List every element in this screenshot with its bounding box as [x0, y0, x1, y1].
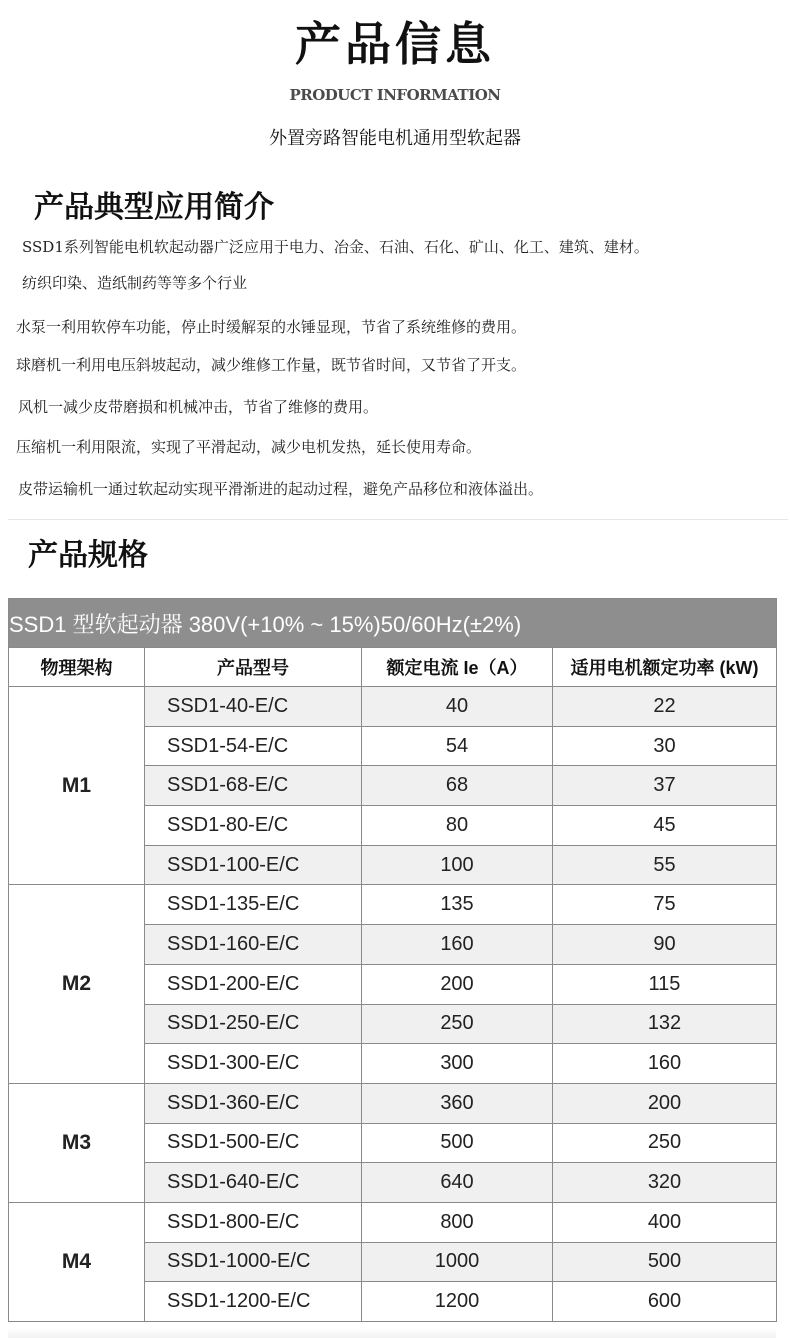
section-divider	[8, 519, 788, 520]
current-cell: 200	[362, 964, 553, 1004]
intro-line: 皮带运输机一通过软起动实现平滑渐进的起动过程，避免产品移位和液体溢出。	[18, 480, 544, 498]
current-cell: 300	[362, 1044, 553, 1084]
intro-line: SSD1系列智能电机软起动器广泛应用于电力、冶金、石油、石化、矿山、化工、建筑、建材。	[22, 238, 649, 256]
spec-header-row	[9, 648, 777, 687]
column-header-model: 产品型号	[145, 648, 362, 687]
table-row	[9, 885, 777, 925]
intro-line: 球磨机一利用电压斜坡起动，减少维修工作量，既节省时间，又节省了开支。	[16, 356, 527, 374]
spec-heading: 产品规格	[28, 538, 148, 573]
current-cell: 100	[362, 845, 553, 885]
frame-cell: M3	[9, 1083, 145, 1202]
current-cell: 80	[362, 806, 553, 846]
model-cell: SSD1-40-E/C	[145, 687, 362, 727]
current-cell: 135	[362, 885, 553, 925]
power-cell: 400	[553, 1202, 777, 1242]
power-cell: 45	[553, 806, 777, 846]
product-name: 外置旁路智能电机通用型软起器	[269, 128, 521, 149]
model-cell: SSD1-54-E/C	[145, 726, 362, 766]
current-cell: 1000	[362, 1242, 553, 1282]
frame-cell: M4	[9, 1202, 145, 1321]
model-cell: SSD1-500-E/C	[145, 1123, 362, 1163]
power-cell: 75	[553, 885, 777, 925]
power-cell: 600	[553, 1282, 777, 1322]
intro-heading: 产品典型应用简介	[34, 190, 274, 225]
column-header-frame: 物理架构	[9, 648, 145, 687]
frame-cell: M2	[9, 885, 145, 1083]
page-subtitle-english: PRODUCT INFORMATION	[289, 86, 501, 104]
current-cell: 800	[362, 1202, 553, 1242]
power-cell: 132	[553, 1004, 777, 1044]
current-cell: 54	[362, 726, 553, 766]
power-cell: 160	[553, 1044, 777, 1084]
model-cell: SSD1-1200-E/C	[145, 1282, 362, 1322]
model-cell: SSD1-80-E/C	[145, 806, 362, 846]
intro-line: 水泵一利用软停车功能，停止时缓解泵的水锤显现，节省了系统维修的费用。	[16, 318, 527, 336]
current-cell: 360	[362, 1083, 553, 1123]
current-cell: 68	[362, 766, 553, 806]
table-row	[9, 1083, 777, 1123]
column-header-power: 适用电机额定功率 (kW)	[553, 648, 777, 687]
table-row	[9, 687, 777, 727]
model-cell: SSD1-640-E/C	[145, 1163, 362, 1203]
column-header-current: 额定电流 Ie（A）	[362, 648, 553, 687]
current-cell: 500	[362, 1123, 553, 1163]
power-cell: 90	[553, 925, 777, 965]
power-cell: 250	[553, 1123, 777, 1163]
model-cell: SSD1-100-E/C	[145, 845, 362, 885]
table-row	[9, 1202, 777, 1242]
current-cell: 640	[362, 1163, 553, 1203]
model-cell: SSD1-800-E/C	[145, 1202, 362, 1242]
spec-banner-row	[9, 599, 777, 648]
intro-line: 压缩机一利用限流，实现了平滑起动，减少电机发热，延长使用寿命。	[16, 438, 482, 456]
model-cell: SSD1-200-E/C	[145, 964, 362, 1004]
power-cell: 30	[553, 726, 777, 766]
intro-line: 纺织印染、造纸制药等等多个行业	[22, 274, 248, 292]
power-cell: 200	[553, 1083, 777, 1123]
current-cell: 1200	[362, 1282, 553, 1322]
power-cell: 115	[553, 964, 777, 1004]
spec-banner: SSD1 型软起动器 380V(+10% ~ 15%)50/60Hz(±2%)	[9, 599, 777, 648]
intro-line: 风机一减少皮带磨损和机械冲击，节省了维修的费用。	[18, 398, 379, 416]
model-cell: SSD1-250-E/C	[145, 1004, 362, 1044]
spec-table	[8, 598, 777, 1322]
model-cell: SSD1-135-E/C	[145, 885, 362, 925]
power-cell: 320	[553, 1163, 777, 1203]
current-cell: 40	[362, 687, 553, 727]
power-cell: 55	[553, 845, 777, 885]
model-cell: SSD1-68-E/C	[145, 766, 362, 806]
page-title: 产品信息	[295, 17, 495, 71]
model-cell: SSD1-360-E/C	[145, 1083, 362, 1123]
model-cell: SSD1-300-E/C	[145, 1044, 362, 1084]
bottom-edge	[8, 1328, 776, 1338]
model-cell: SSD1-160-E/C	[145, 925, 362, 965]
current-cell: 160	[362, 925, 553, 965]
model-cell: SSD1-1000-E/C	[145, 1242, 362, 1282]
power-cell: 500	[553, 1242, 777, 1282]
power-cell: 22	[553, 687, 777, 727]
power-cell: 37	[553, 766, 777, 806]
frame-cell: M1	[9, 687, 145, 885]
current-cell: 250	[362, 1004, 553, 1044]
